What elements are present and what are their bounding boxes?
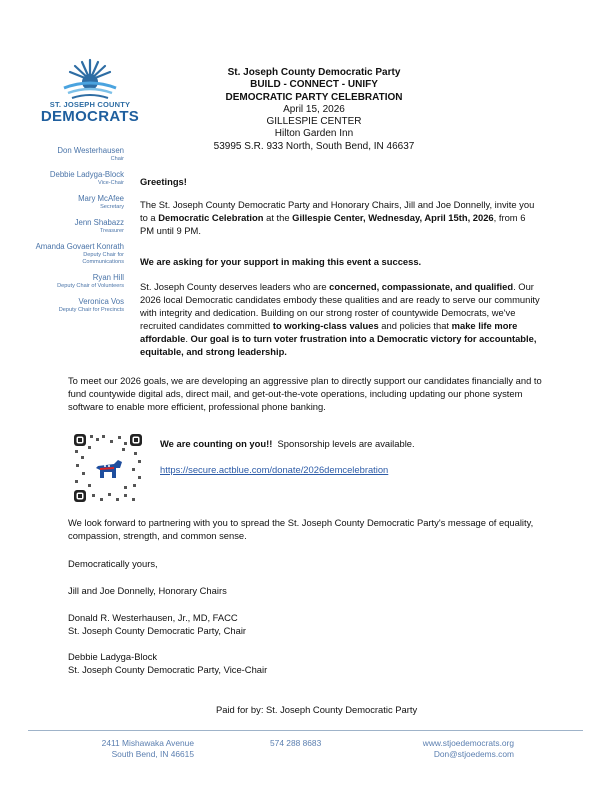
text-run: to working-class values [272, 320, 379, 331]
text-run: The St. Joseph County Democratic Party and Honorary Chairs, Jill and Joe Donnelly, invite you to a [140, 199, 535, 223]
invitation-paragraph [140, 198, 540, 237]
officer-title: Secretary [100, 204, 124, 210]
signer-title: St. Joseph County Democratic Party, Vice-Chair [68, 664, 268, 675]
support-ask: We are asking for your support in making this event a success. [140, 256, 422, 267]
footer-website[interactable]: www.stjoedemocrats.org [422, 738, 514, 748]
officer-title: Vice-Chair [97, 180, 124, 186]
text-run: , from 6 PM until 9 PM. [140, 212, 526, 236]
counting-line [160, 437, 415, 450]
officer-name: Debbie Ladyga-Block [49, 170, 124, 179]
text-run: Gillespie Center, Wednesday, April 15th, 2026 [292, 212, 494, 223]
text-run: Democratic Celebration [158, 212, 264, 223]
greeting: Greetings! [140, 176, 187, 187]
officers-sidebar [0, 146, 124, 321]
event-header [170, 67, 458, 153]
officer-title: Deputy Chair for Precincts [58, 307, 124, 313]
officer-name: Mary McAfee [78, 194, 124, 203]
footer-address [84, 738, 194, 760]
officer-entry [0, 170, 124, 187]
text-run: . Our 2026 local Democratic candidates embody these qualities and are ready to serve our community with integrity and dedication. Building on our strong roster of countywide Democrats, we've recruited candidates committed [140, 281, 540, 331]
chair-signature [68, 611, 246, 637]
logo-line1: ST. JOSEPH COUNTY [49, 100, 131, 109]
qr-code-icon[interactable] [72, 432, 144, 504]
officer-name: Amanda Govaert Konrath [35, 242, 124, 251]
sun-logo-icon [60, 56, 120, 100]
hotel-name: Hilton Garden Inn [274, 128, 354, 140]
text-run: We are counting on you!! [160, 438, 273, 449]
officer-entry [0, 146, 124, 163]
officer-title: Deputy Chair for Communications [82, 252, 124, 265]
officer-entry [0, 297, 124, 314]
officer-title: Deputy Chair of Volunteers [57, 283, 124, 289]
event-date: April 15, 2026 [283, 103, 345, 115]
donation-link[interactable]: https://secure.actblue.com/donate/2026demcelebration [160, 464, 389, 475]
honorary-chairs-signature: Jill and Joe Donnelly, Honorary Chairs [68, 585, 227, 596]
signer-name: Debbie Ladyga-Block [68, 651, 158, 662]
text-run: Our goal is to turn voter frustration into a Democratic victory for accountable, equitable, and strong leadership. [140, 333, 537, 357]
org-name: St. Joseph County Democratic Party [227, 67, 401, 78]
officer-entry [0, 273, 124, 290]
footer-email[interactable]: Don@stjoedems.com [433, 749, 514, 759]
text-run: make life more affordable [140, 320, 518, 344]
text-run: St. Joseph County deserves leaders who are [140, 281, 330, 292]
vice-chair-signature [68, 650, 267, 676]
text-run: Sponsorship levels are available. [272, 438, 415, 449]
text-run: at the [263, 212, 293, 223]
venue-address: 53995 S.R. 933 North, South Bend, IN 46637 [213, 140, 415, 152]
officer-name: Ryan Hill [92, 273, 124, 282]
goals-paragraph: To meet our 2026 goals, we are developing an aggressive plan to directly support our candidates financially and to fund countywide digital ads, direct mail, and get-out-the-vote operations, including updating our phone system software to enable more efficient, professional phone banking. [68, 375, 542, 412]
venue-name: GILLESPIE CENTER [266, 116, 362, 128]
footer-phone: 574 288 8683 [270, 738, 322, 748]
officer-entry [0, 194, 124, 211]
text-run: concerned, compassionate, and qualified [329, 281, 514, 292]
paid-for-disclaimer: Paid for by: St. Joseph County Democratic Party [216, 704, 418, 715]
event-title: DEMOCRATIC PARTY CELEBRATION [225, 91, 403, 103]
closing-paragraph: We look forward to partnering with you to spread the St. Joseph County Democratic Party's message of equality, compassion, strength, and common sense. [68, 517, 534, 541]
slogan: BUILD - CONNECT - UNIFY [250, 79, 378, 91]
signer-title: St. Joseph County Democratic Party, Chair [68, 625, 247, 636]
officer-title: Chair [110, 156, 124, 162]
text-run: . [185, 333, 191, 344]
officer-name: Jenn Shabazz [74, 218, 124, 227]
officer-name: Veronica Vos [78, 297, 124, 306]
text-run: and policies that [378, 320, 452, 331]
footer-street: 2411 Mishawaka Avenue [101, 738, 194, 748]
officer-entry [0, 218, 124, 235]
logo-line2: DEMOCRATS [40, 108, 140, 125]
signer-name: Donald R. Westerhausen, Jr., MD, FACC [68, 612, 238, 623]
officer-entry [0, 242, 124, 266]
candidates-paragraph [140, 280, 540, 358]
sign-off: Democratically yours, [68, 558, 158, 569]
officer-title: Treasurer [99, 228, 124, 234]
footer-city: South Bend, IN 46615 [111, 749, 194, 759]
footer-divider [28, 730, 583, 731]
officer-name: Don Westerhausen [57, 146, 124, 155]
footer-contact [400, 738, 514, 760]
